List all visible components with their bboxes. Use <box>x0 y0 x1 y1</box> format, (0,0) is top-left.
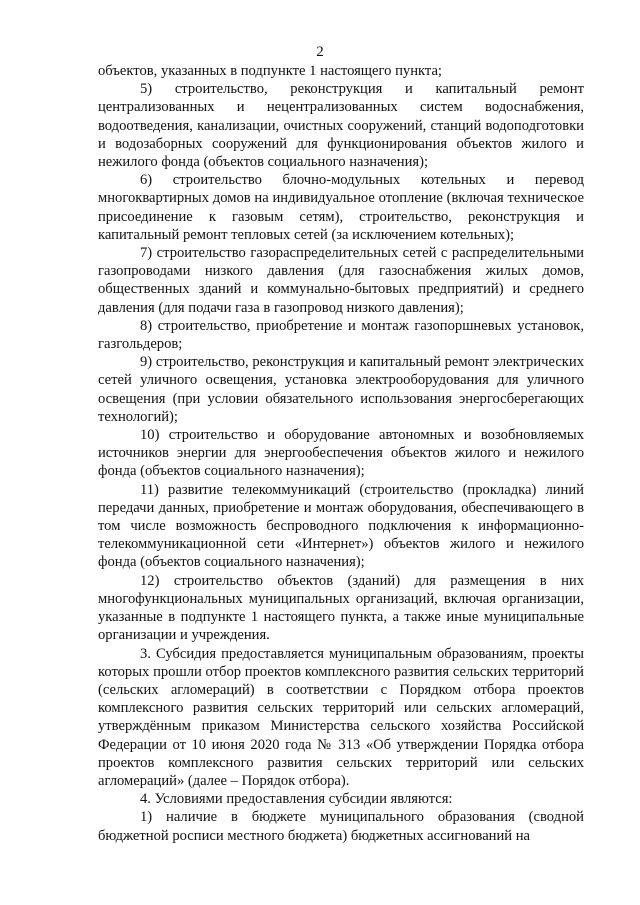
paragraph-item-7: 7) строительство газораспределительных сетей с распределительными газопроводами низкого давления (для газоснабжения жилых домов, общественных зданий и коммунально-бытовых предприятий) и среднего давления (для подачи газа в газопровод низкого давления); <box>98 245 584 316</box>
paragraph-continuation: объектов, указанных в подпункте 1 настоящего пункта; <box>98 63 442 79</box>
paragraph-section-3: 3. Субсидия предоставляется муниципальным образованиям, проекты которых прошли отбор проектов комплексного развития сельских территорий (сельских агломераций) в соответствии с Порядком отбора проектов комплексного развития сельских территорий или сельских агломераций, утверждённым приказом Министерства сельского хозяйства Российской Федерации от 10 июня 2020 года № 313 «Об утверждении Порядка отбора проектов комплексного развития сельских территорий или сельских агломераций» (далее – Порядок отбора). <box>98 645 584 789</box>
paragraph-item-5: 5) строительство, реконструкция и капитальный ремонт централизованных и нецентрализованных систем водоснабжения, водоотведения, канализации, очистных сооружений, станций водоподготовки и водозаборных сооружений для функционирования объектов жилого и нежилого фонда (объектов социального назначения); <box>98 81 584 171</box>
document-body <box>98 62 584 845</box>
paragraph-section-4: 4. Условиями предоставления субсидии являются: <box>140 791 453 808</box>
paragraph-item-12: 12) строительство объектов (зданий) для размещения в них многофункциональных муниципальных организаций, включая организации, указанные в подпункте 1 настоящего пункта, а также иные муниципальные организации и учреждения. <box>98 572 584 644</box>
paragraph-item-11: 11) развитие телекоммуникаций (строительство (прокладка) линий передачи данных, приобретение и монтаж оборудования, обеспечивающего в том числе возможность беспроводного подключения к информационно-телекоммуникационной сети «Интернет») объектов жилого и нежилого фонда (объектов социального назначения); <box>98 481 584 571</box>
paragraph-item-10: 10) строительство и оборудование автономных и возобновляемых источников энергии для энергообеспечения объектов жилого и нежилого фонда (объектов социального назначения); <box>98 427 584 480</box>
paragraph-item-9: 9) строительство, реконструкция и капитальный ремонт электрических сетей уличного освещения, установка электрооборудования для уличного освещения (при условии обязательного использования энергосберегающих технологий); <box>98 354 584 425</box>
page-number: 2 <box>316 44 324 60</box>
paragraph-item-6: 6) строительство блочно-модульных котельных и перевод многоквартирных домов на индивидуальное отопление (включая техническое присоединение к газовым сетям), строительство, реконструкция и капитальный ремонт тепловых сетей (за исключением котельных); <box>98 172 584 243</box>
paragraph-condition-1: 1) наличие в бюджете муниципального образования (сводной бюджетной росписи местного бюджета) бюджетных ассигнований на <box>98 809 584 844</box>
paragraph-item-8: 8) строительство, приобретение и монтаж газопоршневых установок, газгольдеров; <box>98 317 584 353</box>
